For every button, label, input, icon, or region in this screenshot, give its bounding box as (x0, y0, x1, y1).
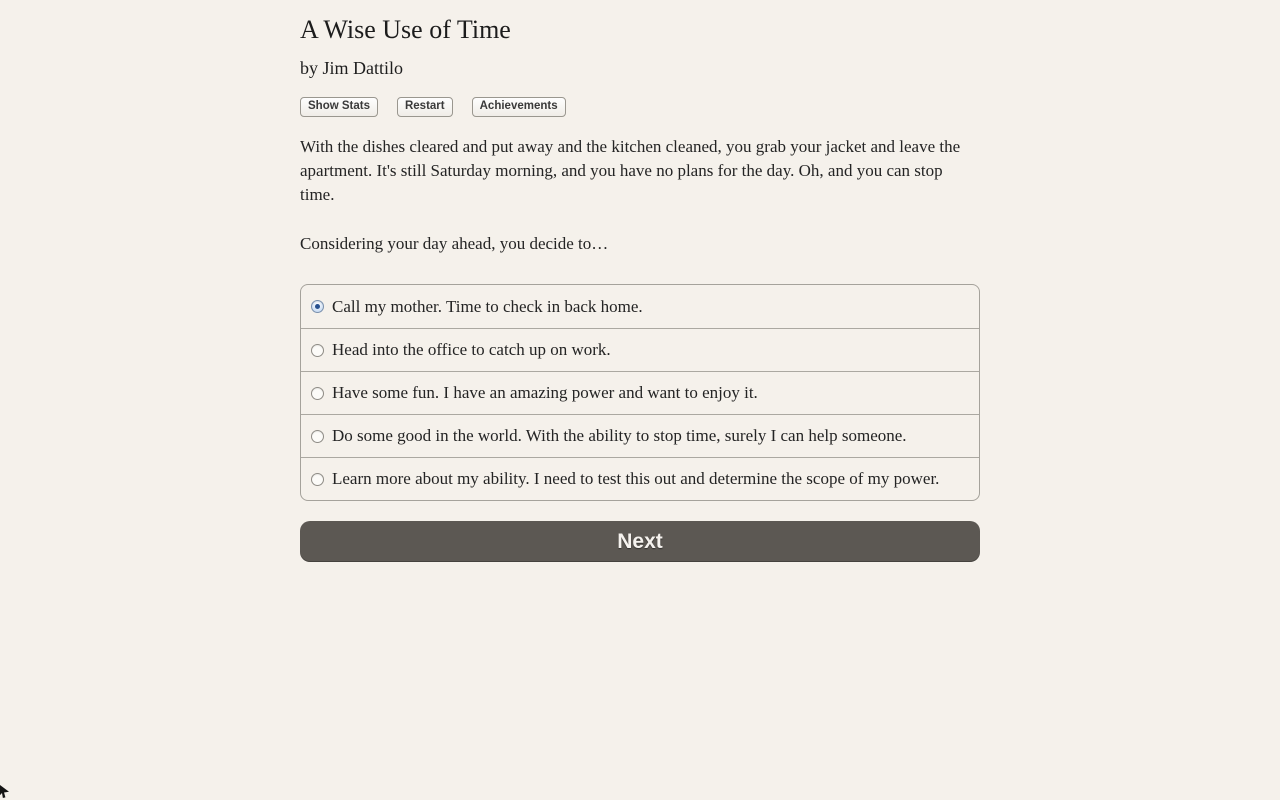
radio-unselected-icon[interactable] (311, 473, 324, 486)
choice-option-label: Have some fun. I have an amazing power and want to enjoy it. (332, 383, 758, 402)
page-title: A Wise Use of Time (300, 15, 511, 44)
radio-unselected-icon[interactable] (311, 344, 324, 357)
toolbar-button-restart[interactable]: Restart (397, 97, 453, 117)
story-paragraph: With the dishes cleared and put away and the kitchen cleaned, you grab your jacket and leave the apartment. It's still Saturday morning, and you have no plans for the day. Oh, and you can stop time. (300, 137, 961, 204)
radio-unselected-icon[interactable] (311, 387, 324, 400)
choice-option[interactable] (301, 328, 979, 371)
choice-option[interactable] (301, 414, 979, 457)
choice-list (300, 284, 980, 501)
choice-option[interactable] (301, 285, 979, 328)
choice-option-label: Call my mother. Time to check in back home. (332, 296, 643, 316)
story-prompt: Considering your day ahead, you decide to… (300, 234, 609, 253)
mouse-cursor-icon (0, 785, 9, 798)
radio-selected-icon[interactable] (311, 300, 324, 313)
choice-option-label: Do some good in the world. With the ability to stop time, surely I can help someone. (332, 426, 907, 445)
toolbar-button-show-stats[interactable]: Show Stats (300, 97, 378, 117)
next-button[interactable]: Next (300, 521, 980, 562)
choice-option[interactable] (301, 457, 979, 500)
radio-unselected-icon[interactable] (311, 430, 324, 443)
choice-option[interactable] (301, 371, 979, 414)
choice-option-label: Learn more about my ability. I need to test this out and determine the scope of my power. (332, 469, 940, 488)
byline: by Jim Dattilo (300, 58, 403, 78)
toolbar-button-achievements[interactable]: Achievements (472, 97, 566, 117)
choice-option-label: Head into the office to catch up on work. (332, 340, 611, 359)
toolbar (300, 96, 980, 117)
content-column (300, 0, 980, 562)
